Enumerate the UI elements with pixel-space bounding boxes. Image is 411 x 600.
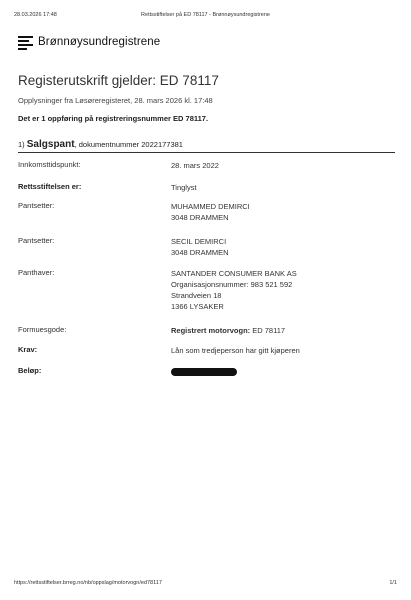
print-title: Rettsstiftelser på ED 78117 - Brønnøysundregistrene bbox=[141, 12, 270, 18]
row-label: Rettsstiftelsen er: bbox=[18, 182, 82, 191]
section-doc-ref: , dokumentnummer 2022177381 bbox=[74, 140, 183, 149]
row-value bbox=[171, 366, 237, 377]
pantsetter-address: 3048 DRAMMEN bbox=[171, 248, 229, 257]
panthaver-orgnr: Organisasjonsnummer: 983 521 592 bbox=[171, 280, 293, 289]
formuesgode-regnr: ED 78117 bbox=[250, 326, 286, 335]
formuesgode-type: Registrert motorvogn: bbox=[171, 326, 251, 335]
row-label: Beløp: bbox=[18, 366, 42, 375]
section-divider bbox=[18, 152, 395, 153]
row-value bbox=[171, 201, 250, 223]
section-number: 1) bbox=[18, 140, 25, 149]
redaction-mark bbox=[171, 368, 237, 376]
panthaver-street: Strandveien 18 bbox=[171, 291, 222, 300]
document-subtitle: Opplysninger fra Løsøreregisteret, 28. mars 2026 kl. 17:48 bbox=[18, 96, 213, 105]
row-value bbox=[171, 268, 297, 312]
pantsetter-name: MUHAMMED DEMIRCI bbox=[171, 202, 250, 211]
row-value: 28. mars 2022 bbox=[171, 161, 219, 170]
row-value bbox=[171, 325, 285, 336]
row-value: Tinglyst bbox=[171, 183, 197, 192]
row-label: Pantsetter: bbox=[18, 236, 55, 245]
row-label: Panthaver: bbox=[18, 268, 55, 277]
panthaver-postal: 1366 LYSAKER bbox=[171, 302, 224, 311]
page-number: 1/1 bbox=[389, 580, 397, 586]
brreg-logo bbox=[18, 33, 160, 51]
row-label: Innkomsttidspunkt: bbox=[18, 160, 81, 169]
pantsetter-address: 3048 DRAMMEN bbox=[171, 213, 229, 222]
logo-text: Brønnøysundregistrene bbox=[38, 36, 161, 48]
row-label: Formuesgode: bbox=[18, 325, 67, 334]
row-label: Krav: bbox=[18, 345, 38, 354]
row-label: Pantsetter: bbox=[18, 201, 55, 210]
panthaver-name: SANTANDER CONSUMER BANK AS bbox=[171, 269, 297, 278]
entries-summary: Det er 1 oppføring på registreringsnummer ED 78117. bbox=[18, 114, 209, 123]
row-value bbox=[171, 236, 229, 258]
section-type: Salgspant bbox=[26, 139, 75, 150]
print-url: https://rettsstiftelser.brreg.no/nb/oppslag/motorvogn/ed78117 bbox=[14, 580, 162, 586]
section-heading bbox=[18, 139, 183, 150]
row-value: Lån som tredjeperson har gitt kjøperen bbox=[171, 346, 300, 355]
document-title: Registerutskrift gjelder: ED 78117 bbox=[18, 73, 219, 88]
brreg-logo-icon bbox=[18, 35, 33, 50]
print-date: 28.03.2026 17:48 bbox=[14, 12, 57, 18]
pantsetter-name: SECIL DEMIRCI bbox=[171, 237, 227, 246]
